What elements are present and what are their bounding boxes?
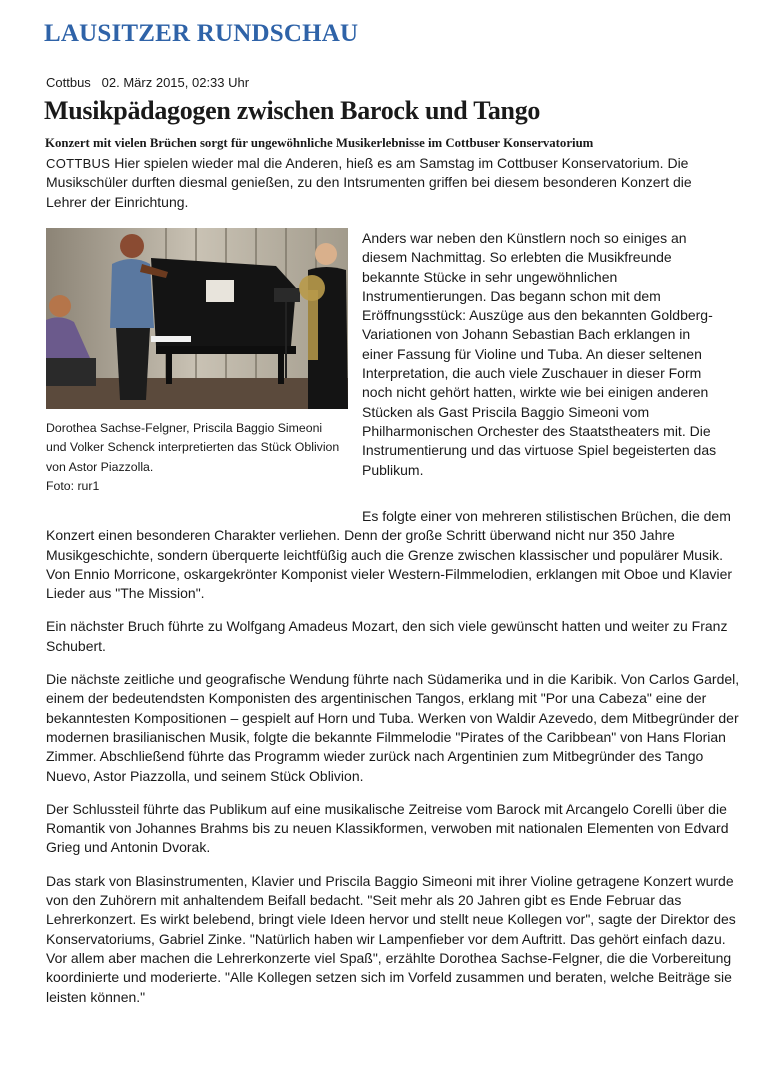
article-paragraph: Die nächste zeitliche und geografische Wendung führte nach Südamerika und in die Karibik. Von Carlos Gardel, einem der bedeutendsten Komponisten des argentinischen Tangos, erklang mit "Por una Cabeza" eine der bekanntesten Kompositionen – gespielt auf Horn und Tuba. Werken von Waldir Azevedo, dem Mitbegründer der modernen brasilianischen Musik, folgte die bekannte Filmmelodie "Pirates of the Caribbean" von Hans Florian Zimmer. Abschließend führte das Programm wieder zurück nach Argentinien zum Mitbegründer des Tango Nuevo, Astor Piazzolla, und seinem Stück Oblivion. <box>46 671 740 784</box>
article-photo <box>46 228 348 409</box>
photo-credit: Foto: rur1 <box>46 479 100 494</box>
article-body <box>46 507 746 1021</box>
intro-text: Hier spielen wieder mal die Anderen, hieß es am Samstag im Cottbuser Konservatorium. Die Musikschüler durften diesmal genießen, zu den Intsrumenten griffen bei diesem besonderen Konzert die Lehrer der Einrichtung. <box>46 155 692 210</box>
article-paragraph: Der Schlussteil führte das Publikum auf eine musikalische Zeitreise vom Barock mit Arcangelo Corelli über die Romantik von Johannes Brahms bis zu neuen Klassikformen, verwoben mit nationalen Elementen von Edvard Grieg und Antonin Dvorak. <box>46 800 729 856</box>
photo-caption-text: Dorothea Sachse-Felgner, Priscila Baggio Simeoni und Volker Schenck interpretierten das Stück Oblivion von Astor Piazzolla. <box>46 421 340 474</box>
concert-photo-illustration <box>46 228 348 409</box>
article-headline: Musikpädagogen zwischen Barock und Tango <box>44 96 541 125</box>
article-paragraph: Das stark von Blasinstrumenten, Klavier und Priscila Baggio Simeoni mit ihrer Violine getragene Konzert wurde von den Zuhörern mit anhaltendem Beifall bedacht. "Seit mehr als 20 Jahren gibt es Ende Februar das Lehrerkonzert. Es wirkt belebend, bringt viele Ideen hervor und stellt neue Kollegen vor", sagte der Direktor des Konservatoriums, Gabriel Zinke. "Natürlich haben wir Lampenfieber vor dem Auftritt. Das gehört einfach dazu. Vor allem aber machen die Lehrerkonzerte viel Spaß", erzählte Dorothea Sachse-Felgner, die die Vorbereitung koordinierte und moderierte. "Alle Kollegen setzen sich im Vorfeld zusammen und beraten, welche Beiträge sie leisten können." <box>46 872 736 1005</box>
dateline-city: Cottbus <box>46 75 91 90</box>
article-paragraph: Ein nächster Bruch führte zu Wolfgang Amadeus Mozart, den sich viele gewünscht hatten und weiter zu Franz Schubert. <box>46 618 728 654</box>
article-intro <box>46 154 736 212</box>
article-subheadline: Konzert mit vielen Brüchen sorgt für ungewöhnliche Musikerlebnisse im Cottbuser Konservatorium <box>45 136 594 150</box>
article-column-right: Anders war neben den Künstlern noch so einiges an diesem Nachmittag. So erlebten die Musikfreunde bekannte Stücke in sehr ungewöhnlichen Instrumentierungen. Das begann schon mit dem Eröffnungsstück: Auszüge aus den bekannten Goldberg-Variationen von Johann Sebastian Bach erklangen in einer Fassung für Violine und Tuba. An dieser seltenen Interpretation, die auch viele Zuschauer in dieser Form noch nicht gehört hatten, wirkte wie bei einigen anderen Stücken als Gast Priscila Baggio Simeoni vom Philharmonischen Orchester des Staatstheaters mit. Die Instrumentierung und das virtuose Spiel begeisterten das Publikum. <box>362 230 717 478</box>
dateline-date: 02. März 2015, 02:33 Uhr <box>101 75 250 90</box>
intro-place: COTTBUS <box>46 156 111 171</box>
article-paragraph: Es folgte einer von mehreren stilistischen Brüchen, die dem Konzert einen besonderen Charakter verliehen. Denn der große Schritt überwand nicht nur 350 Jahre Musikgeschichte, sondern überquerte leichtfüßig auch die Grenze zwischen klassischer und populärer Musik. Von Ennio Morricone, oskargekrönter Komponist vieler Western-Filmmelodien, erklangen mit Oboe und Klavier Lieder aus "The Mission". <box>46 508 733 602</box>
dateline <box>46 75 249 90</box>
photo-caption <box>46 419 346 497</box>
masthead-logo: LAUSITZER RUNDSCHAU <box>44 20 359 47</box>
